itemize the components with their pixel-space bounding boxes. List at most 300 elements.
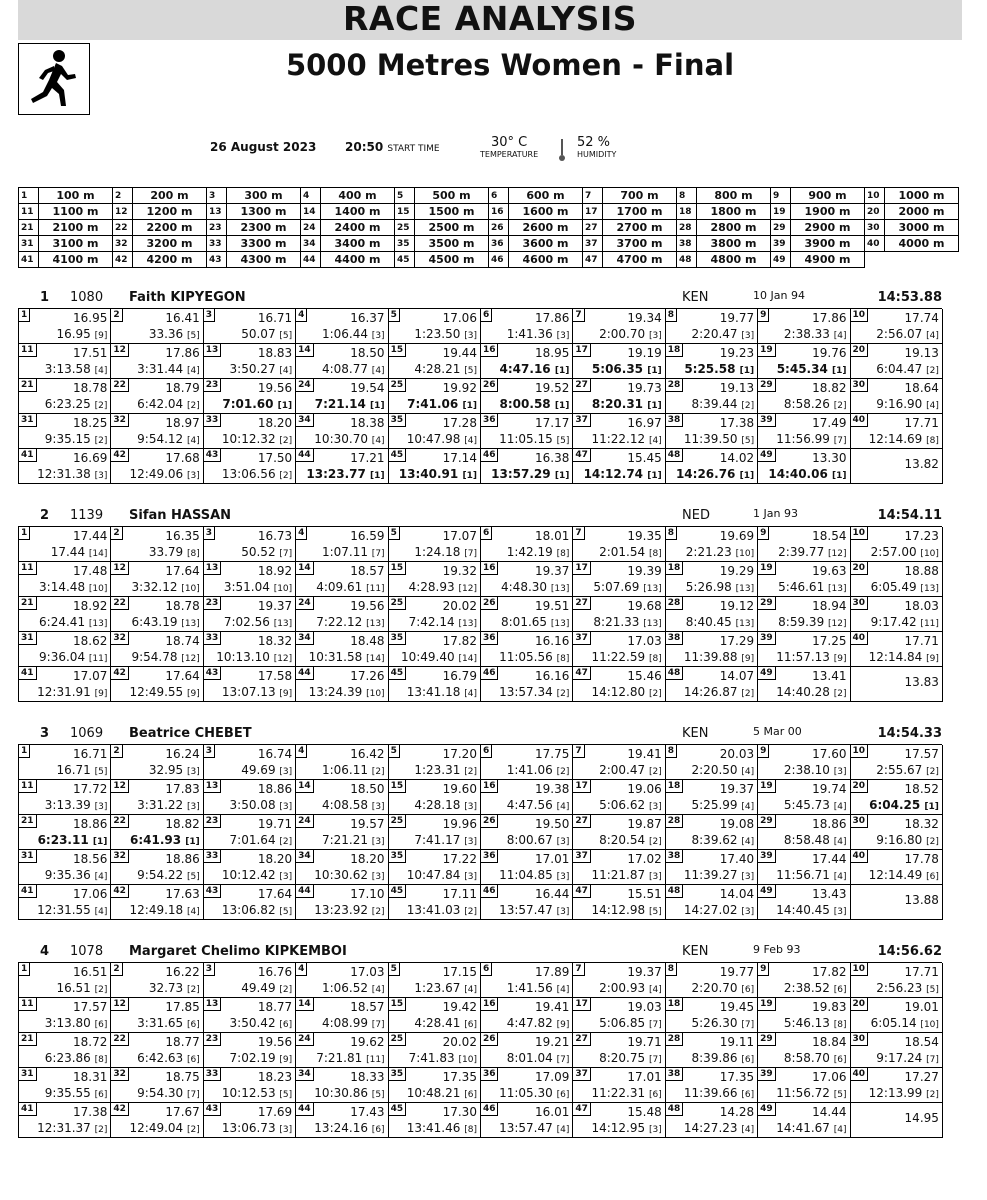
lap-time: 19.13 [719, 381, 755, 395]
position-label: [3] [648, 331, 662, 341]
cumulative-value: 12:49.04 [129, 1121, 184, 1135]
cumulative-value: 3:14.48 [39, 580, 86, 594]
splits-grid [18, 962, 942, 1138]
cumulative-value: 1:06.52 [321, 981, 368, 995]
position-value: 8 [652, 549, 659, 559]
final-lap-cell [851, 667, 943, 702]
position-label: [3] [464, 872, 477, 882]
split-number: 46 [481, 885, 499, 898]
split-cell [389, 667, 481, 702]
split-number: 10 [851, 963, 869, 976]
split-cell [389, 745, 481, 780]
lap-time: 17.02 [627, 852, 662, 866]
cumulative-time [591, 650, 661, 664]
start-time-label: START TIME [387, 144, 440, 154]
lap-time: 18.38 [350, 416, 385, 430]
position-value: 9 [560, 1020, 566, 1030]
cumulative-time [599, 1051, 662, 1065]
lap-time: 19.32 [442, 564, 477, 578]
cumulative-time [591, 1086, 661, 1100]
cumulative-time [241, 981, 292, 995]
position-label: [1] [92, 837, 108, 847]
lap-time: 19.56 [350, 599, 385, 613]
position-value: 4 [190, 907, 197, 917]
cumulative-time [692, 327, 755, 341]
cumulative-value: 3:50.08 [229, 798, 276, 812]
cumulative-value: 7:41.83 [408, 1051, 455, 1065]
position-value: 3 [98, 802, 104, 812]
cumulative-time [776, 685, 846, 699]
lap-time: 16.01 [534, 1105, 570, 1119]
temperature-value: 30° C [490, 135, 528, 150]
lap-time: 16.79 [442, 669, 477, 683]
cumulative-time [784, 1016, 847, 1030]
cumulative-value: 4:08.58 [321, 798, 368, 812]
split-number: 31 [19, 632, 37, 645]
split-cell [573, 1103, 665, 1138]
split-number: 5 [389, 309, 400, 322]
position-value: 4 [190, 436, 197, 446]
cumulative-value: 2:00.93 [599, 981, 646, 995]
cumulative-value: 13:06.82 [221, 903, 276, 917]
split-cell [573, 963, 665, 998]
cumulative-value: 4:08.99 [321, 1016, 368, 1030]
cumulative-value: 1:41.36 [506, 327, 553, 341]
split-cell [573, 1033, 665, 1068]
position-value: 10 [923, 1020, 936, 1030]
cumulative-time [137, 432, 200, 446]
split-number: 7 [573, 527, 584, 540]
position-label: [10] [735, 549, 755, 559]
position-value: 4 [467, 689, 474, 699]
split-number: 30 [865, 220, 885, 236]
position-value: 1 [466, 471, 473, 481]
cumulative-value: 16.95 [56, 327, 91, 341]
cumulative-time [692, 763, 755, 777]
split-cell [296, 963, 388, 998]
split-number: 22 [111, 815, 129, 828]
lap-time: 16.71 [73, 747, 108, 761]
lap-time: 20.02 [442, 599, 477, 613]
cumulative-time [599, 981, 662, 995]
position-value: 9 [98, 331, 104, 341]
split-number: 18 [677, 204, 697, 220]
position-label: [9] [279, 1055, 293, 1065]
position-value: 6 [375, 1125, 382, 1135]
split-number: 3 [204, 963, 215, 976]
cumulative-time [692, 1051, 755, 1065]
cumulative-time [45, 397, 108, 411]
position-value: 2 [929, 366, 936, 376]
split-number: 17 [583, 204, 603, 220]
cumulative-value: 6:05.14 [870, 1016, 917, 1030]
cumulative-value: 12:49.55 [129, 685, 184, 699]
split-number: 7 [573, 745, 584, 758]
cumulative-time [222, 467, 292, 481]
cumulative-time [684, 362, 754, 376]
split-number: 25 [389, 815, 407, 828]
lap-time: 18.32 [904, 817, 939, 831]
cumulative-value: 1:23.67 [414, 981, 461, 995]
cumulative-time [241, 545, 292, 559]
cumulative-time [39, 580, 107, 594]
split-distance: 3500 m [415, 236, 489, 252]
split-number: 15 [389, 998, 407, 1011]
split-cell [666, 379, 758, 414]
cumulative-value: 6:23.11 [37, 833, 89, 847]
position-label: [7] [648, 1020, 662, 1030]
split-cell [573, 414, 665, 449]
lap-time: 16.59 [350, 529, 385, 543]
temperature [480, 135, 538, 159]
cumulative-time [322, 1016, 385, 1030]
position-value: 3 [652, 1125, 659, 1135]
position-label: [8] [464, 1125, 477, 1135]
position-value: 4 [744, 1125, 751, 1135]
position-value: 11 [369, 584, 382, 594]
cumulative-time [137, 868, 200, 882]
split-number: 12 [111, 780, 129, 793]
position-label: [3] [187, 802, 200, 812]
position-value: 3 [744, 872, 751, 882]
cumulative-value: 5:26.98 [685, 580, 732, 594]
lap-time: 15.46 [627, 669, 662, 683]
split-cell [666, 527, 758, 562]
lap-time: 16.74 [257, 747, 293, 761]
position-label: [4] [741, 802, 755, 812]
cumulative-value: 13:41.18 [406, 685, 461, 699]
cumulative-time [599, 833, 662, 847]
split-number: 3 [204, 527, 215, 540]
split-cell [481, 344, 573, 379]
cumulative-time [230, 1016, 293, 1030]
cumulative-time [230, 1051, 293, 1065]
split-number: 26 [481, 379, 499, 392]
splits-grid [18, 308, 942, 484]
position-label: [2] [187, 401, 200, 411]
position-label: [5] [279, 331, 293, 341]
lap-time: 17.48 [73, 564, 108, 578]
cumulative-time [399, 467, 477, 481]
split-distance: 4400 m [321, 252, 395, 268]
split-number: 45 [389, 885, 407, 898]
position-value: 2 [282, 471, 289, 481]
athlete-rank: 3 [40, 726, 50, 741]
split-number: 37 [583, 236, 603, 252]
position-label: [1] [554, 366, 570, 376]
split-number: 38 [666, 414, 684, 427]
cumulative-value: 10:47.84 [406, 868, 461, 882]
cumulative-value: 1:42.19 [506, 545, 553, 559]
split-cell [851, 414, 943, 449]
cumulative-time [401, 650, 477, 664]
split-number: 43 [207, 252, 227, 268]
position-label: [3] [187, 471, 200, 481]
position-label: [3] [741, 331, 755, 341]
position-value: 5 [190, 331, 197, 341]
split-number: 12 [111, 344, 129, 357]
split-distance: 3000 m [885, 220, 959, 236]
cumulative-value: 5:25.99 [691, 798, 738, 812]
split-distance: 1700 m [603, 204, 677, 220]
split-number: 37 [573, 1068, 591, 1081]
cumulative-value: 2:20.50 [691, 763, 738, 777]
position-label: [4] [648, 985, 662, 995]
athlete-header [18, 288, 942, 308]
split-number: 35 [395, 236, 415, 252]
position-label: [13] [735, 619, 755, 629]
athlete-header [18, 724, 942, 744]
cumulative-value: 8:01.65 [501, 615, 548, 629]
lap-time: 17.60 [812, 747, 847, 761]
position-label: [13] [366, 619, 385, 629]
split-distance: 3200 m [133, 236, 207, 252]
split-cell [666, 1068, 758, 1103]
split-cell [204, 780, 296, 815]
position-label: [5] [741, 436, 755, 446]
split-number: 20 [851, 998, 869, 1011]
position-label: [13] [273, 619, 293, 629]
cumulative-value: 8:58.26 [783, 397, 830, 411]
split-cell [19, 597, 111, 632]
split-cell [389, 850, 481, 885]
position-value: 2 [467, 907, 474, 917]
cumulative-value: 10:47.98 [406, 432, 461, 446]
split-cell [111, 597, 203, 632]
cumulative-time [784, 763, 847, 777]
cumulative-time [224, 615, 292, 629]
split-number: 48 [677, 252, 697, 268]
split-number: 19 [758, 344, 776, 357]
split-distance: 1400 m [321, 204, 395, 220]
cumulative-time [137, 1016, 200, 1030]
split-number: 34 [296, 1068, 314, 1081]
cumulative-time [407, 868, 477, 882]
split-number: 47 [573, 1103, 591, 1116]
split-distance: 3400 m [321, 236, 395, 252]
cumulative-time [130, 903, 200, 917]
cumulative-value: 2:57.00 [870, 545, 917, 559]
cumulative-value: 5:45.73 [783, 798, 830, 812]
split-number: 13 [204, 344, 222, 357]
split-number: 13 [204, 998, 222, 1011]
cumulative-value: 6:23.25 [44, 397, 91, 411]
cumulative-time [414, 833, 477, 847]
split-number: 2 [111, 527, 122, 540]
position-value: 4 [837, 1125, 843, 1135]
cumulative-value: 10:13.10 [216, 650, 270, 664]
cumulative-value: 4:28.93 [408, 580, 455, 594]
lap-time: 17.21 [350, 451, 385, 465]
cumulative-value: 2:20.47 [691, 327, 738, 341]
split-cell [481, 309, 573, 344]
cumulative-time [591, 685, 661, 699]
temperature-label: TEMPERATURE [480, 150, 539, 159]
lap-time: 17.75 [534, 747, 570, 761]
lap-time: 17.43 [350, 1105, 385, 1119]
lap-time: 18.20 [350, 852, 385, 866]
lap-time: 16.95 [73, 311, 108, 325]
split-cell [19, 1103, 111, 1138]
position-label: [7] [371, 549, 385, 559]
cumulative-value: 13:41.46 [406, 1121, 461, 1135]
lap-time: 18.94 [812, 599, 847, 613]
position-value: 3 [375, 837, 382, 847]
cumulative-time [592, 362, 662, 376]
position-value: 1 [651, 401, 658, 411]
split-cell [851, 379, 943, 414]
split-number: 30 [851, 815, 869, 828]
position-label: [2] [94, 1125, 108, 1135]
position-value: 7 [467, 549, 474, 559]
lap-time: 19.19 [627, 346, 662, 360]
split-number: 22 [111, 1033, 129, 1046]
cumulative-value: 33.79 [148, 545, 184, 559]
position-value: 3 [467, 837, 474, 847]
position-value: 3 [560, 837, 566, 847]
position-label: [2] [556, 689, 570, 699]
position-value: 4 [837, 331, 843, 341]
split-number: 16 [481, 344, 499, 357]
cumulative-time [869, 432, 939, 446]
position-label: [11] [920, 619, 939, 629]
lap-time: 17.69 [257, 1105, 293, 1119]
split-number: 44 [301, 252, 321, 268]
cumulative-time [130, 467, 200, 481]
cumulative-time [414, 362, 477, 376]
split-number: 14 [296, 562, 314, 575]
lap-time: 18.92 [73, 599, 108, 613]
lap-time: 17.64 [257, 887, 293, 901]
cumulative-value: 13:57.47 [499, 1121, 553, 1135]
cumulative-time [39, 615, 107, 629]
split-number: 11 [19, 998, 37, 1011]
split-number: 49 [771, 252, 791, 268]
position-value: 4 [652, 436, 659, 446]
lap-time: 18.74 [165, 634, 200, 648]
cumulative-time [684, 650, 754, 664]
cumulative-time [130, 685, 200, 699]
cumulative-value: 50.52 [241, 545, 276, 559]
cumulative-value: 11:05.30 [499, 1086, 553, 1100]
position-value: 5 [282, 331, 289, 341]
position-label: [4] [741, 767, 755, 777]
cumulative-value: 12:31.91 [37, 685, 91, 699]
cumulative-time [309, 650, 385, 664]
position-label: [1] [277, 401, 293, 411]
position-value: 9 [98, 689, 104, 699]
cumulative-value: 32.73 [148, 981, 184, 995]
cumulative-value: 4:28.41 [414, 1016, 461, 1030]
position-label: [4] [833, 802, 847, 812]
position-value: 1 [189, 837, 196, 847]
position-label: [10] [88, 584, 108, 594]
split-distance: 1500 m [415, 204, 489, 220]
split-cell [481, 632, 573, 667]
position-label: [3] [833, 767, 847, 777]
cumulative-value: 13:06.73 [221, 1121, 276, 1135]
split-number: 32 [113, 236, 133, 252]
position-label: [6] [833, 1055, 847, 1065]
split-number: 41 [19, 1103, 37, 1116]
position-label: [1] [924, 802, 939, 812]
split-cell [111, 414, 203, 449]
position-label: [7] [926, 1055, 939, 1065]
position-label: [2] [279, 985, 293, 995]
split-number: 8 [666, 527, 677, 540]
lap-time: 16.44 [534, 887, 570, 901]
split-distance: 2300 m [227, 220, 301, 236]
cumulative-value: 4:08.77 [321, 362, 368, 376]
athlete-dob: 1 Jan 93 [753, 507, 798, 520]
cumulative-value: 49.49 [241, 981, 276, 995]
cumulative-time [316, 1051, 384, 1065]
lap-time: 18.52 [904, 782, 939, 796]
position-label: [12] [458, 584, 477, 594]
lap-time: 17.71 [904, 416, 939, 430]
cumulative-time [784, 397, 847, 411]
split-cell [573, 667, 665, 702]
distance-row [19, 188, 959, 204]
splits-grid [18, 744, 942, 920]
cumulative-value: 13:40.91 [398, 467, 459, 481]
split-cell [19, 1033, 111, 1068]
cumulative-time [684, 1086, 754, 1100]
split-cell [111, 780, 203, 815]
position-value: 3 [652, 872, 659, 882]
cumulative-value: 1:07.11 [321, 545, 368, 559]
split-cell [296, 745, 388, 780]
lap-time: 15.45 [627, 451, 662, 465]
position-value: 9 [744, 654, 751, 664]
position-value: 13 [646, 584, 659, 594]
split-number: 28 [666, 379, 684, 392]
split-distance: 800 m [697, 188, 771, 204]
cumulative-time [507, 327, 570, 341]
humidity-value: 52 % [577, 135, 611, 150]
lap-time: 17.83 [165, 782, 200, 796]
cumulative-value: 2:00.70 [599, 327, 646, 341]
split-cell [666, 309, 758, 344]
cumulative-value: 7:01.60 [222, 397, 274, 411]
position-label: [6] [926, 872, 939, 882]
position-label: [8] [556, 654, 570, 664]
split-cell [19, 379, 111, 414]
athlete-block [18, 288, 942, 484]
lap-time: 17.44 [73, 529, 108, 543]
lap-time: 18.03 [904, 599, 939, 613]
cumulative-time [591, 1121, 661, 1135]
split-cell [481, 815, 573, 850]
lap-time: 19.62 [350, 1035, 385, 1049]
split-cell [296, 449, 388, 484]
split-number: 49 [758, 449, 776, 462]
cumulative-time [591, 432, 661, 446]
cumulative-value: 1:06.11 [321, 763, 368, 777]
split-number: 12 [111, 562, 129, 575]
position-label: [9] [94, 331, 108, 341]
cumulative-time [776, 903, 846, 917]
split-number: 31 [19, 1068, 37, 1081]
cumulative-value: 11:22.59 [591, 650, 646, 664]
split-number: 47 [573, 449, 591, 462]
position-value: 11 [923, 619, 936, 629]
lap-time: 19.08 [719, 817, 755, 831]
position-label: [10] [920, 549, 939, 559]
split-cell [204, 597, 296, 632]
position-label: [9] [741, 654, 755, 664]
cumulative-time [684, 1121, 754, 1135]
